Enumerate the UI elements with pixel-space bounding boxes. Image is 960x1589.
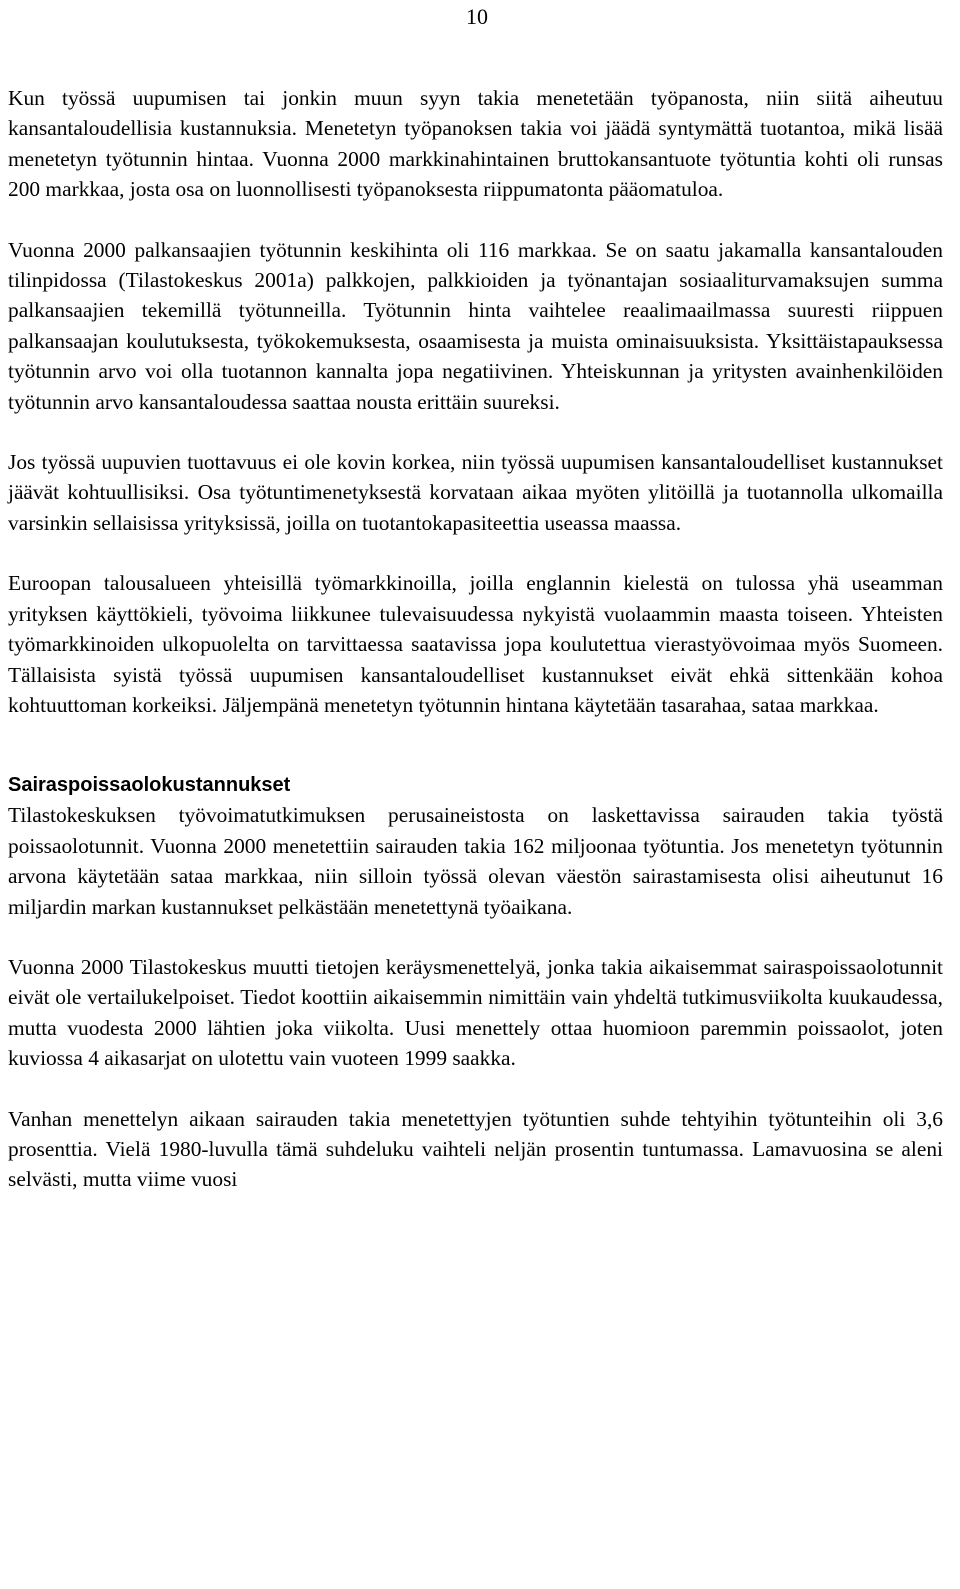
page-number: 10 — [466, 4, 488, 29]
paragraph-method-change: Vuonna 2000 Tilastokeskus muutti tietojen keräysmenettelyä, jonka takia aikaisemmat sairaspoissaolotunnit eivät ole vertailukelpoiset. Tiedot koottiin aikaisemmin nimittäin vain yhdeltä tutkimusviikolta kuukaudessa, mutta vuodesta 2000 lähtien joka viikolta. Uusi menettely ottaa huomioon paremmin poissaolot, joten kuviossa 4 aikasarjat on ulotettu vain vuoteen 1999 saakka. — [8, 954, 943, 1071]
paragraph-old-method-ratio: Vanhan menettelyn aikaan sairauden takia menetettyjen työtuntien suhde tehtyihin työtunteihin oli 3,6 prosenttia. Vielä 1980-luvulla tämä suhdeluku vaihteli neljän prosentin tuntumassa. Lamavuosina se aleni selvästi, mutta viime vuosi — [8, 1106, 943, 1192]
paragraph-labour-markets: Euroopan talousalueen yhteisillä työmarkkinoilla, joilla englannin kielestä on tulossa yhä useamman yrityksen käyttökieli, työvoima liikkunee tulevaisuudessa nykyistä vuolaammin maasta toiseen. Yhteisten työmarkkinoiden ulkopuolelta on tarvittaessa saatavissa jopa koulutettua vierastyövoimaa myös Suomeen. Tällaisista syistä työssä uupumisen kansantaloudelliset kustannukset eivät ehkä sittenkään kohoa kohtuuttoman korkeiksi. Jäljempänä menetetyn työtunnin hintana käytetään tasarahaa, sataa markkaa. — [8, 571, 943, 717]
paragraph-sick-leave-hours: Tilastokeskuksen työvoimatutkimuksen perusaineistosta on laskettavissa sairauden takia työstä poissaolotunnit. Vuonna 2000 menetettiin sairauden takia 162 miljoonaa työtuntia. Jos menetetyn työtunnin arvona käytetään sataa markkaa, niin silloin työssä olevan väestön sairastamisesta olisi aiheutunut 16 miljardin markan kustannukset pelkästään menetettynä työaikana. — [8, 803, 943, 919]
paragraph-work-input-costs: Kun työssä uupumisen tai jonkin muun syyn takia menetetään työpanosta, niin siitä aiheutuu kansantaloudellisia kustannuksia. Menetetyn työpanoksen takia voi jäädä syntymättä tuotantoa, mikä lisää menetetyn työtunnin hintaa. Vuonna 2000 markkinahintainen bruttokansantuote työtuntia kohti oli runsas 200 markkaa, josta osa on luonnollisesti työpanoksesta riippumatonta pääomatuloa. — [8, 86, 943, 202]
document-body — [8, 83, 943, 1195]
section-heading: Sairaspoissaolokustannukset — [8, 774, 291, 797]
paragraph-productivity: Jos työssä uupuvien tuottavuus ei ole kovin korkea, niin työssä uupumisen kansantaloudelliset kustannukset jäävät kohtuullisiksi. Osa työtuntimenetyksestä korvataan aikaa myöten ylitöillä ja tuotannolla ulkomailla varsinkin sellaisissa yrityksissä, joilla on tuotantokapasiteettia useassa maassa. — [8, 450, 943, 535]
paragraph-hourly-price: Vuonna 2000 palkansaajien työtunnin keskihinta oli 116 markkaa. Se on saatu jakamalla kansantalouden tilinpidossa (Tilastokeskus 2001a) palkkojen, palkkioiden ja työnantajan sosiaaliturvamaksujen summa palkansaajien tekemillä työtunneilla. Työtunnin hinta vaihtelee reaalimaailmassa suuresti riippuen palkansaajan koulutuksesta, työkokemuksesta, osaamisesta ja muista ominaisuuksista. Yksittäistapauksessa työtunnin arvo voi olla tuotannon kannalta jopa negatiivinen. Yhteiskunnan ja yritysten avainhenkilöiden työtunnin arvo kansantaloudessa saattaa nousta erittäin suureksi. — [8, 237, 943, 414]
